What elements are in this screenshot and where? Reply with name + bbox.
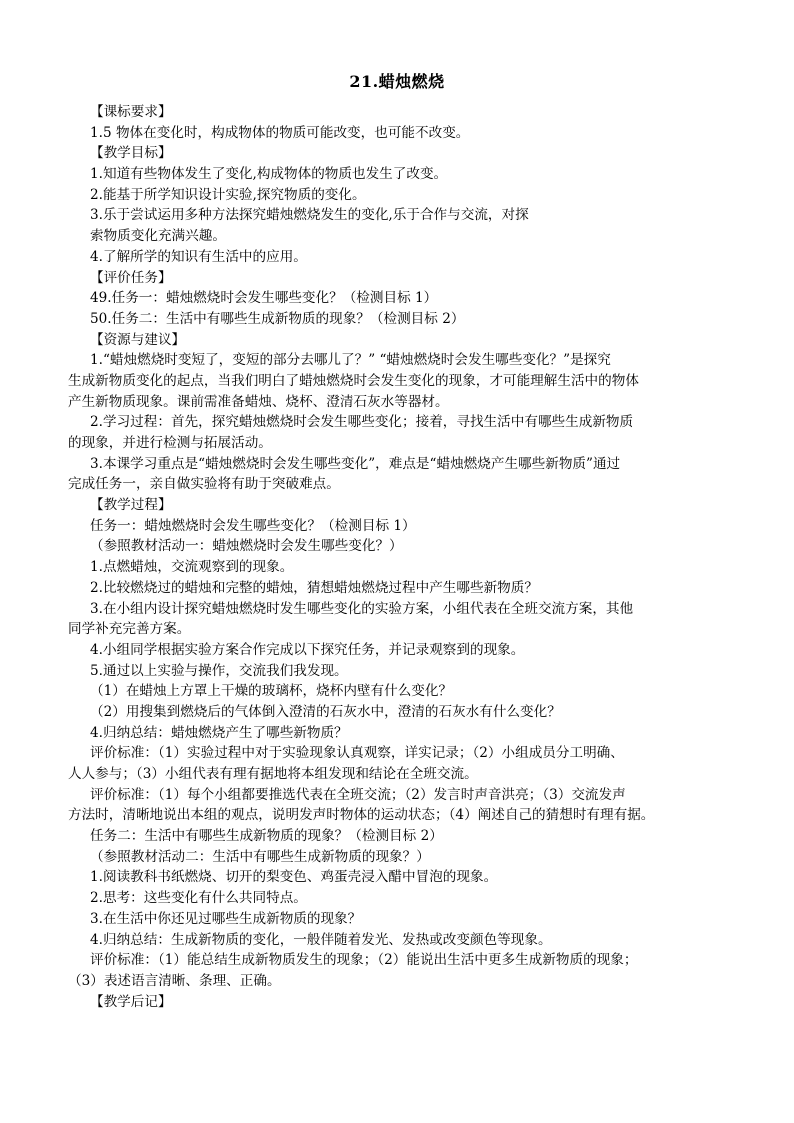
section-heading: 【教学后记】: [90, 993, 172, 1010]
text-line: 2.比较燃烧过的蜡烛和完整的蜡烛，猜想蜡烛燃烧过程中产生哪些新物质？: [90, 579, 538, 596]
text-line: 人人参与；（3）小组代表有理有据地将本组发现和结论在全班交流。: [68, 766, 478, 782]
text-line: 任务一：蜡烛燃烧时会发生哪些变化？（检测目标 1）: [90, 517, 416, 534]
text-line: 1.“蜡烛燃烧时变短了，变短的部分去哪儿了？” “蜡烛燃烧时会发生哪些变化？”是探究: [90, 352, 611, 369]
text-line: 方法时，清晰地说出本组的观点，说明发声时物体的运动状态；（4）阐述自己的猜想时有理有据。: [68, 807, 655, 824]
document-body: [68, 102, 750, 1012]
text-line: 2.思考：这些变化有什么共同特点。: [90, 890, 307, 907]
text-line: 的现象，并进行检测与拓展活动。: [68, 435, 272, 451]
section-heading: 【课标要求】: [90, 104, 172, 120]
section-heading: 【评价任务】: [90, 269, 172, 286]
text-line: （2）用搜集到燃烧后的气体倒入澄清的石灰水中，澄清的石灰水有什么变化？: [90, 703, 561, 720]
text-line: 任务二：生活中有哪些生成新物质的现象？（检测目标 2）: [90, 828, 443, 845]
text-line: 产生新物质现象。课前需准备蜡烛、烧杯、澄清石灰水等器材。: [68, 393, 449, 410]
text-line: 1.知道有些物体发生了变化,构成物体的物质也发生了改变。: [90, 166, 448, 183]
text-line: （1）在蜡烛上方罩上干燥的玻璃杯，烧杯内壁有什么变化？: [90, 683, 453, 700]
text-line: 50.任务二：生活中有哪些生成新物质的现象？（检测目标 2）: [90, 310, 465, 327]
text-line: 3.在小组内设计探究蜡烛燃烧时发生哪些变化的实验方案，小组代表在全班交流方案，其他: [90, 600, 634, 617]
text-line: （3）表述语言清晰、条理、正确。: [68, 972, 281, 989]
text-line: 4.归纳总结：蜡烛燃烧产生了哪些新物质？: [90, 724, 348, 741]
text-line: 1.5 物体在变化时，构成物体的物质可能改变，也可能不改变。: [90, 124, 470, 141]
text-line: 索物质变化充满兴趣。: [90, 228, 226, 245]
text-line: 3.在生活中你还见过哪些生成新物质的现象？: [90, 910, 362, 927]
text-line: 评价标准：（1）每个小组都要推选代表在全班交流；（2）发言时声音洪亮；（3）交流发声: [90, 786, 626, 803]
text-line: 1.阅读教科书纸燃烧、切开的梨变色、鸡蛋壳浸入醋中冒泡的现象。: [90, 869, 498, 886]
text-line: 同学补充完善方案。: [68, 621, 191, 638]
text-line: 4.小组同学根据实验方案合作完成以下探究任务，并记录观察到的现象。: [90, 641, 525, 658]
text-line: 生成新物质变化的起点，当我们明白了蜡烛燃烧时会发生变化的现象，才可能理解生活中的物体: [68, 372, 639, 389]
section-heading: 【资源与建议】: [90, 331, 186, 348]
text-line: 评价标准：（1）实验过程中对于实验现象认真观察，详实记录；（2）小组成员分工明确、: [90, 745, 624, 762]
text-line: 49.任务一：蜡烛燃烧时会发生哪些变化？（检测目标 1）: [90, 290, 438, 307]
text-line: 3.本课学习重点是“蜡烛燃烧时会发生哪些变化”，难点是“蜡烛燃烧产生哪些新物质”通过: [90, 455, 621, 472]
text-line: 4.了解所学的知识有生活中的应用。: [90, 248, 307, 265]
text-line: 1.点燃蜡烛，交流观察到的现象。: [90, 559, 294, 576]
text-line: 3.乐于尝试运用多种方法探究蜡烛燃烧发生的变化,乐于合作与交流，对探: [90, 207, 529, 224]
text-line: 完成任务一，亲自做实验将有助于突破难点。: [68, 476, 340, 493]
text-line: （参照教材活动一：蜡烛燃烧时会发生哪些变化？）: [90, 538, 403, 555]
text-line: 评价标准：（1）能总结生成新物质发生的现象；（2）能说出生活中更多生成新物质的现象；: [90, 952, 638, 969]
text-line: 4.归纳总结：生成新物质的变化，一般伴随着发光、发热或改变颜色等现象。: [90, 931, 552, 948]
section-heading: 【教学过程】: [90, 497, 172, 514]
text-line: 5.通过以上实验与操作，交流我们我发现。: [90, 662, 348, 679]
text-line: 2.能基于所学知识设计实验,探究物质的变化。: [90, 186, 366, 203]
text-line: （参照教材活动二：生活中有哪些生成新物质的现象？）: [90, 848, 430, 865]
text-line: 2.学习过程：首先，探究蜡烛燃烧时会发生哪些变化；接着，寻找生活中有哪些生成新物质: [90, 414, 634, 431]
page-title: 21.蜡烛燃烧: [349, 72, 445, 91]
section-heading: 【教学目标】: [90, 145, 172, 162]
